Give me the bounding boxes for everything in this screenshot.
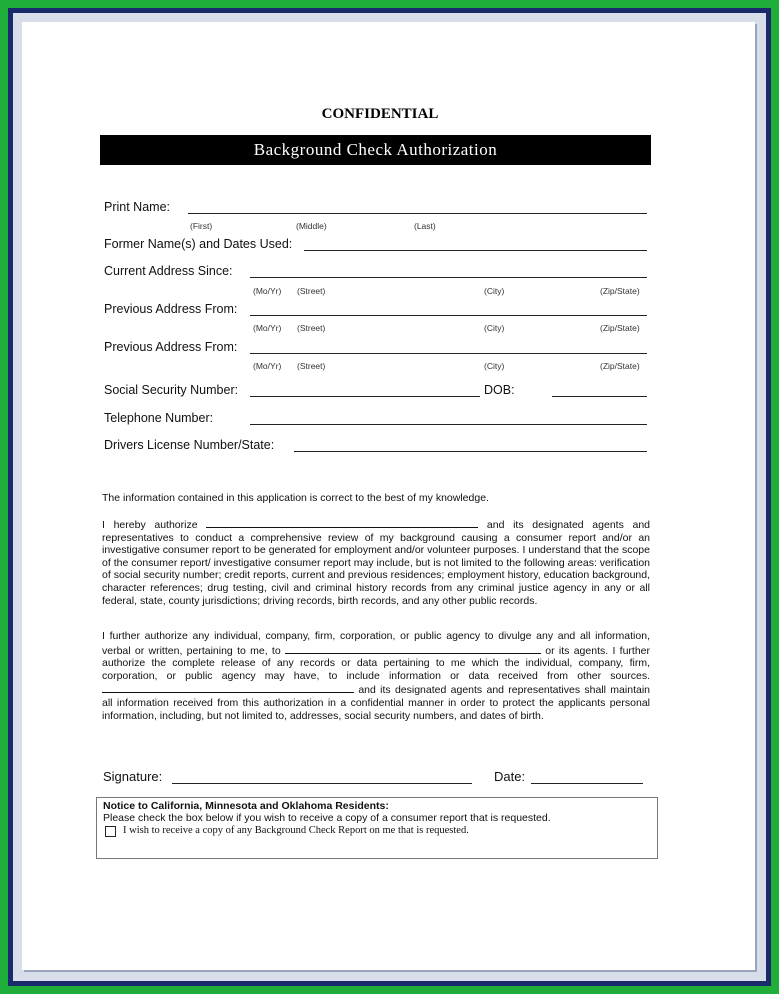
date-field[interactable]: [531, 783, 643, 784]
current-address-street-caption: (Street): [297, 286, 326, 296]
authorize-after-blank: and its designated agents and: [486, 519, 651, 531]
current-address-field[interactable]: [250, 277, 647, 278]
date-label: Date:: [494, 769, 526, 784]
previous-address-1-field[interactable]: [250, 315, 647, 316]
print-name-label: Print Name:: [104, 200, 170, 214]
former-names-field[interactable]: [304, 250, 647, 251]
authorized-party-blank[interactable]: [206, 517, 478, 528]
copy-request-label: I wish to receive a copy of any Background Check Report on me that is requested.: [123, 825, 469, 836]
previous-address-1-street-caption: (Street): [297, 323, 326, 333]
former-names-label: Former Name(s) and Dates Used:: [104, 237, 293, 251]
release-part-3: and its designated agents and representatives shall maintain all information received from this authorization in a confidential manner in order to protect the applicants personal information, including, but not limited to, addresses, social security numbers, and dates of birth.: [102, 684, 650, 722]
ssn-field[interactable]: [250, 396, 480, 397]
signature-label: Signature:: [103, 769, 163, 784]
current-address-moyr-caption: (Mo/Yr): [253, 286, 282, 296]
drivers-license-field[interactable]: [294, 451, 647, 452]
current-address-zip-caption: (Zip/State): [600, 286, 640, 296]
notice-title: Notice to California, Minnesota and Oklahoma Residents:: [103, 800, 389, 812]
residents-notice-box: [96, 797, 658, 859]
form-title-banner: Background Check Authorization: [100, 135, 651, 165]
previous-address-1-label: Previous Address From:: [104, 302, 238, 316]
accuracy-statement: The information contained in this application is correct to the best of my knowledge.: [102, 492, 489, 504]
copy-request-checkbox[interactable]: [105, 826, 116, 837]
middle-name-caption: (Middle): [296, 221, 327, 231]
previous-address-2-street-caption: (Street): [297, 361, 326, 371]
authorization-paragraph-2: [102, 630, 650, 722]
authorization-paragraph-1: [102, 517, 650, 607]
dob-field[interactable]: [552, 396, 647, 397]
confidential-heading: CONFIDENTIAL: [321, 106, 439, 122]
last-name-caption: (Last): [414, 221, 436, 231]
authorize-lead: I hereby authorize: [102, 519, 198, 531]
current-address-city-caption: (City): [484, 286, 505, 296]
previous-address-2-city-caption: (City): [484, 361, 505, 371]
telephone-label: Telephone Number:: [104, 411, 214, 425]
release-part-1: I further authorize any individual, company, firm, corporation, or public agency to divulge any and all information, verbal or written, pertaining to me, to: [102, 630, 650, 657]
confidentiality-party-blank[interactable]: [102, 682, 354, 693]
print-name-field[interactable]: [188, 213, 647, 214]
notice-instruction: Please check the box below if you wish to receive a copy of a consumer report that is requested.: [103, 812, 551, 824]
previous-address-1-city-caption: (City): [484, 323, 505, 333]
ssn-label: Social Security Number:: [104, 383, 239, 397]
telephone-field[interactable]: [250, 424, 647, 425]
previous-address-2-label: Previous Address From:: [104, 340, 238, 354]
previous-address-2-zip-caption: (Zip/State): [600, 361, 640, 371]
signature-field[interactable]: [172, 783, 472, 784]
authorize-body: representatives to conduct a comprehensive review of my background causing a consumer report and/or an investigative consumer report to be generated for employment and/or volunteer purposes. I understand that the scope of the consumer report/ investigative consumer report may include, but is not limited to the following areas: verification of social security number; credit reports, current and previous residences; employment history, education background, character references; drug testing, civil and criminal history records from any criminal justice agency in any or all federal, state, county jurisdictions; driving records, birth records, and any other public records.: [102, 531, 650, 607]
previous-address-1-moyr-caption: (Mo/Yr): [253, 323, 282, 333]
dob-label: DOB:: [484, 383, 515, 397]
drivers-license-label: Drivers License Number/State:: [104, 438, 275, 452]
current-address-label: Current Address Since:: [104, 264, 233, 278]
release-recipient-blank[interactable]: [285, 643, 541, 654]
previous-address-2-moyr-caption: (Mo/Yr): [253, 361, 282, 371]
previous-address-1-zip-caption: (Zip/State): [600, 323, 640, 333]
first-name-caption: (First): [190, 221, 213, 231]
release-part-2: or its agents. I further authorize the complete release of any records or data pertaining to me which the individual, company, firm, corporation, or public agency may have, to include information or data received from other sources.: [102, 644, 650, 682]
previous-address-2-field[interactable]: [250, 353, 647, 354]
